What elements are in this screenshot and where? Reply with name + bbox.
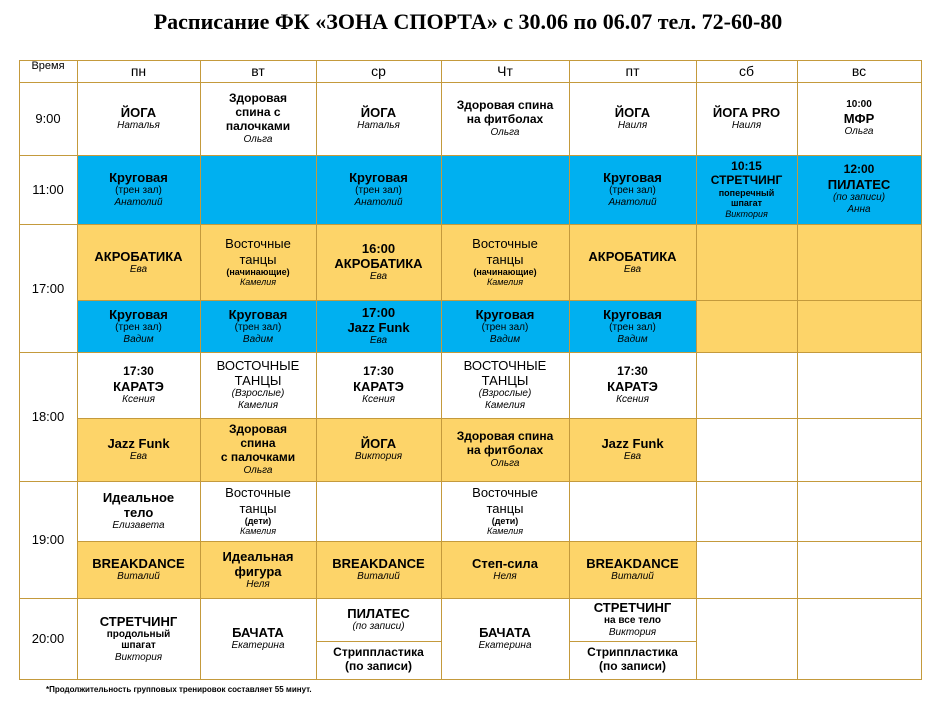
cell-wed-1800b	[316, 418, 441, 481]
cell-line: Восточные	[472, 236, 538, 252]
cell-line: BREAKDANCE	[92, 556, 185, 572]
cell-line: Здоровая спина	[456, 428, 554, 443]
footnote: *Продолжительность групповых тренировок составляет 55 минут.	[46, 685, 312, 694]
cell-thu-1800a	[441, 352, 569, 418]
cell-line: АКРОБАТИКА	[334, 256, 423, 272]
cell-line: Jazz Funk	[107, 436, 170, 452]
cell-line: ЙОГА	[120, 105, 157, 121]
cell-line: 12:00	[843, 162, 875, 177]
cell-line: Виктория	[725, 208, 768, 219]
cell-line: Вадим	[123, 333, 154, 345]
cell-wed-1700b	[316, 300, 441, 352]
cell-line: Наиля	[731, 120, 762, 132]
cell-line: Наталья	[357, 120, 400, 132]
cell-line: Ева	[369, 335, 388, 347]
cell-thu-2000	[441, 598, 569, 679]
cell-line: Анатолий	[114, 197, 163, 209]
cell-line: на все тело	[604, 615, 661, 627]
cell-line: 17:30	[363, 363, 394, 378]
cell-line: КАРАТЭ	[353, 378, 404, 394]
cell-tue-1700b	[200, 300, 316, 352]
cell-wed-1700a	[316, 224, 441, 300]
cell-mon-2000	[77, 598, 200, 679]
cell-line: ВОСТОЧНЫЕ	[216, 358, 300, 374]
cell-tue-1800a	[200, 352, 316, 418]
cell-line: (дети)	[244, 515, 272, 526]
cell-line: Неля	[246, 578, 270, 590]
cell-line: (начинающие)	[226, 266, 290, 277]
cell-line: Вадим	[489, 333, 521, 345]
cell-line: БАЧАТА	[232, 625, 284, 641]
header-day: вс	[851, 63, 867, 79]
cell-line: Камелия	[239, 277, 277, 288]
cell-line: тело	[123, 505, 154, 521]
cell-line: АКРОБАТИКА	[94, 248, 183, 264]
cell-background	[696, 300, 921, 352]
cell-line: Вадим	[617, 333, 648, 345]
cell-line: Круговая	[109, 306, 168, 322]
time-label: 19:00	[31, 532, 65, 547]
cell-line: (трен зал)	[481, 321, 529, 333]
time-label: 20:00	[31, 631, 65, 646]
cell-thu-0900	[441, 82, 569, 155]
cell-line: КАРАТЭ	[113, 378, 164, 394]
cell-line: Ева	[129, 263, 148, 275]
cell-fri-1800b	[569, 418, 696, 481]
cell-line: Здоровая спина	[456, 97, 554, 112]
cell-wed-1100	[316, 155, 441, 224]
cell-tue-1900a	[200, 481, 316, 541]
cell-line: (по записи)	[832, 192, 886, 204]
cell-line: 17:30	[123, 363, 154, 378]
cell-fri-1100	[569, 155, 696, 224]
cell-line: ВОСТОЧНЫЕ	[463, 358, 547, 374]
cell-mon-1900a	[77, 481, 200, 541]
cell-line: Круговая	[228, 306, 288, 322]
cell-mon-1900b	[77, 541, 200, 598]
cell-mon-1800a	[77, 352, 200, 418]
cell-line: танцы	[486, 251, 524, 267]
cell-line: спина с	[235, 104, 281, 119]
cell-line: АКРОБАТИКА	[588, 248, 677, 264]
cell-line: Елизавета	[112, 520, 165, 532]
cell-line: Ева	[623, 451, 642, 463]
cell-sun-0900	[797, 82, 921, 155]
cell-line: ЙОГА	[360, 105, 397, 121]
cell-line: (трен зал)	[355, 185, 402, 197]
cell-line: Круговая	[603, 170, 662, 186]
cell-mon-1100	[77, 155, 200, 224]
cell-line: (Взрослые)	[231, 388, 285, 400]
cell-line: (начинающие)	[473, 266, 537, 277]
cell-line: BREAKDANCE	[332, 556, 425, 572]
cell-line: ПИЛАТЕС	[827, 177, 891, 193]
cell-line: спина	[240, 435, 276, 450]
cell-sat-1100	[696, 155, 797, 224]
cell-line: (трен зал)	[115, 321, 162, 333]
cell-line: Камелия	[486, 526, 524, 537]
cell-line: Камелия	[484, 400, 526, 412]
cell-line: Екатерина	[478, 640, 532, 652]
cell-fri-0900	[569, 82, 696, 155]
cell-line: Екатерина	[231, 640, 285, 652]
cell-line: СТРЕТЧИНГ	[593, 600, 672, 616]
page-title: Расписание ФК «ЗОНА СПОРТА» с 30.06 по 06.07 тел. 72-60-80	[153, 9, 783, 34]
cell-line: Камелия	[239, 526, 277, 537]
cell-line: Виктория	[354, 451, 403, 463]
cell-line: Стриппластика	[333, 645, 424, 660]
cell-line: Вадим	[242, 333, 274, 345]
cell-line: 17:00	[361, 305, 396, 321]
cell-line: СТРЕТЧИНГ	[99, 613, 178, 629]
cell-line: КАРАТЭ	[607, 378, 658, 394]
grid-line	[19, 679, 922, 680]
header-day: Чт	[497, 63, 513, 79]
cell-thu-1900a	[441, 481, 569, 541]
cell-line: на фитболах	[466, 442, 544, 457]
cell-line: Jazz Funk	[601, 436, 664, 452]
cell-line: ТАНЦЫ	[234, 373, 282, 389]
time-label: 9:00	[35, 111, 61, 126]
cell-thu-1700b	[441, 300, 569, 352]
cell-line: Ольга	[844, 126, 874, 138]
cell-wed-2000a	[316, 598, 441, 641]
cell-line: Ольга	[490, 457, 520, 469]
cell-tue-0900	[200, 82, 316, 155]
cell-tue-2000	[200, 598, 316, 679]
cell-line: Восточные	[225, 236, 291, 252]
cell-line: Здоровая	[228, 90, 288, 105]
cell-line: СТРЕТЧИНГ	[710, 172, 783, 187]
cell-sun-1100	[797, 155, 921, 224]
cell-line: 10:15	[731, 158, 762, 173]
cell-tue-1900b	[200, 541, 316, 598]
header-day: сб	[738, 63, 755, 79]
cell-thu-1900b	[441, 541, 569, 598]
cell-line: (по записи)	[344, 659, 413, 673]
cell-wed-2000b	[316, 641, 441, 679]
cell-line: Виктория	[608, 627, 657, 639]
cell-wed-0900	[316, 82, 441, 155]
cell-line: (дети)	[491, 515, 519, 526]
cell-line: (трен зал)	[115, 185, 162, 197]
cell-line: (трен зал)	[609, 185, 656, 197]
cell-fri-1700b	[569, 300, 696, 352]
cell-line: 17:30	[617, 363, 648, 378]
cell-line: ПИЛАТЕС	[347, 606, 410, 622]
cell-fri-1700a	[569, 224, 696, 300]
header-time: Время	[31, 60, 65, 72]
cell-line: Здоровая	[228, 421, 288, 436]
cell-line: Виталий	[357, 571, 400, 583]
cell-line: Ольга	[490, 126, 520, 138]
cell-fri-1900b	[569, 541, 696, 598]
cell-line: Стриппластика	[587, 645, 678, 660]
cell-line: (по записи)	[352, 621, 405, 633]
cell-thu-1800b	[441, 418, 569, 481]
cell-line: ЙОГА	[360, 436, 397, 452]
time-label: 18:00	[31, 409, 65, 424]
cell-line: фигура	[234, 563, 282, 579]
cell-fri-1800a	[569, 352, 696, 418]
cell-line: Ксения	[616, 393, 649, 405]
cell-line: МФР	[843, 110, 875, 126]
cell-wed-1900b	[316, 541, 441, 598]
cell-line: Jazz Funk	[347, 320, 410, 336]
cell-line: шпагат	[121, 640, 156, 652]
cell-line: Степ-сила	[472, 556, 538, 572]
cell-thu-1700a	[441, 224, 569, 300]
cell-line: Идеальная	[222, 548, 294, 564]
cell-line: танцы	[239, 251, 277, 267]
cell-line: 10:00	[846, 99, 872, 111]
cell-line: Восточные	[472, 485, 538, 501]
cell-wed-1800a	[316, 352, 441, 418]
cell-line: Круговая	[475, 306, 535, 322]
header-day: пн	[130, 63, 147, 79]
header-day: вт	[251, 63, 265, 79]
cell-line: Ольга	[243, 464, 273, 476]
header-day: пт	[625, 63, 640, 79]
cell-mon-1800b	[77, 418, 200, 481]
cell-line: Круговая	[349, 170, 408, 186]
cell-line: Ева	[623, 263, 642, 275]
cell-line: Наталья	[117, 120, 160, 132]
cell-line: палочками	[225, 118, 291, 133]
cell-line: Камелия	[237, 400, 279, 412]
cell-line: продольный	[106, 628, 171, 640]
cell-line: (Взрослые)	[478, 388, 532, 400]
cell-line: шпагат	[730, 198, 763, 209]
cell-line: (по записи)	[598, 659, 667, 673]
cell-line: Ксения	[122, 393, 155, 405]
cell-line: ЙОГА PRO	[712, 105, 781, 121]
cell-line: БАЧАТА	[479, 625, 531, 641]
cell-line: Виталий	[117, 571, 160, 583]
time-label: 11:00	[32, 182, 64, 197]
cell-line: 16:00	[361, 241, 396, 257]
cell-mon-1700a	[77, 224, 200, 300]
cell-line: Анатолий	[608, 197, 657, 209]
cell-fri-2000a	[569, 598, 696, 641]
cell-line: ТАНЦЫ	[481, 373, 529, 389]
cell-line: Ева	[129, 451, 148, 463]
cell-line: Идеальное	[102, 490, 175, 506]
cell-line: Ксения	[362, 393, 395, 405]
cell-line: поперечный	[718, 187, 775, 198]
cell-fri-2000b	[569, 641, 696, 679]
cell-line: Ольга	[243, 133, 273, 145]
cell-line: (трен зал)	[234, 321, 282, 333]
cell-line: Круговая	[109, 170, 168, 186]
cell-line: ЙОГА	[614, 105, 651, 121]
cell-line: Наиля	[617, 120, 648, 132]
cell-line: Анатолий	[354, 197, 403, 209]
cell-line: на фитболах	[466, 111, 544, 126]
cell-mon-0900	[77, 82, 200, 155]
cell-tue-1800b	[200, 418, 316, 481]
cell-line: Виктория	[114, 651, 163, 663]
cell-line: Анна	[847, 203, 871, 215]
grid-line	[921, 60, 922, 679]
cell-line: Неля	[493, 571, 517, 583]
cell-line: Ева	[369, 271, 388, 283]
cell-line: с палочками	[220, 449, 296, 464]
cell-line: Круговая	[603, 306, 662, 322]
cell-sat-0900	[696, 82, 797, 155]
cell-line: танцы	[486, 500, 524, 516]
cell-line: BREAKDANCE	[586, 556, 679, 572]
header-day: ср	[371, 63, 386, 79]
cell-line: (трен зал)	[609, 321, 656, 333]
cell-line: Камелия	[486, 277, 524, 288]
cell-line: танцы	[239, 500, 277, 516]
cell-mon-1700b	[77, 300, 200, 352]
cell-tue-1700a	[200, 224, 316, 300]
time-label: 17:00	[31, 280, 65, 296]
cell-line: Восточные	[225, 485, 291, 501]
cell-line: Виталий	[611, 571, 654, 583]
